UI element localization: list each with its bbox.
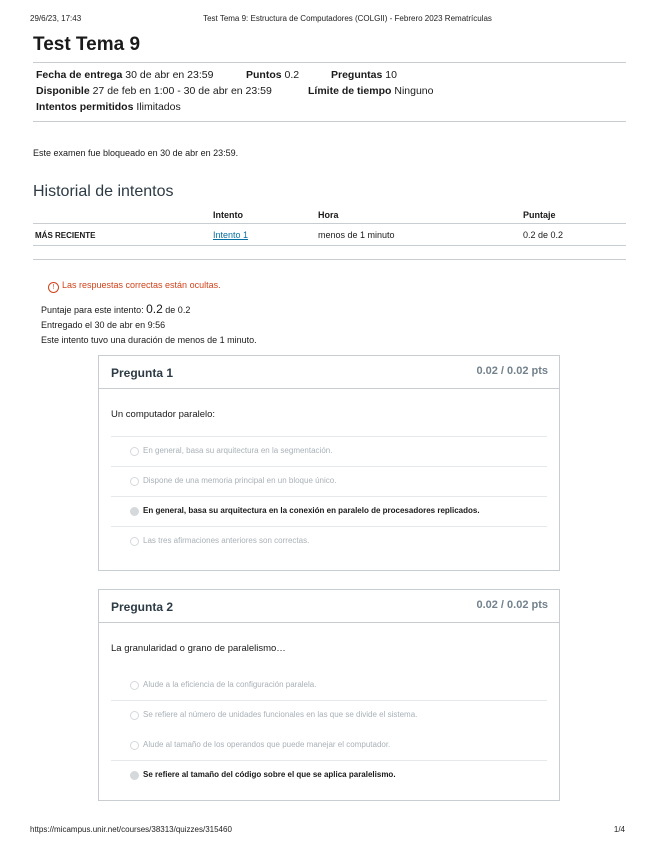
submitted-line: Entregado el 30 de abr en 9:56 [41, 320, 166, 330]
radio-icon [130, 477, 139, 486]
answer-option [111, 730, 547, 760]
attempt-score: 0.2 de 0.2 [523, 224, 626, 246]
column-header [33, 207, 213, 224]
print-footer [30, 825, 625, 834]
radio-selected-icon [130, 771, 139, 780]
table-header-row [33, 207, 626, 224]
answer-text: En general, basa su arquitectura en la conexión en paralelo de procesadores replicados. [143, 506, 480, 515]
radio-icon [130, 741, 139, 750]
divider [33, 259, 626, 260]
radio-icon [130, 711, 139, 720]
radio-icon [130, 537, 139, 546]
quiz-meta-row-2 [36, 83, 433, 99]
question-title: Pregunta 2 [111, 600, 174, 614]
duration-line: Este intento tuvo una duración de menos de 1 minuto. [41, 335, 257, 345]
time-limit-value: Ninguno [394, 85, 434, 97]
answer-text: En general, basa su arquitectura en la segmentación. [143, 446, 333, 455]
attempt-label: MÁS RECIENTE [33, 224, 213, 246]
points-label: Puntos [246, 69, 282, 81]
attempt-link[interactable]: Intento 1 [213, 230, 249, 240]
score-line [41, 302, 257, 318]
answer-option [111, 670, 547, 700]
divider [33, 121, 626, 122]
score-total: de 0.2 [165, 305, 191, 315]
answer-text: Alude al tamaño de los operandos que puede manejar el computador. [143, 740, 391, 749]
questions-value: 10 [385, 69, 397, 81]
attempts-value: Ilimitados [136, 101, 181, 113]
answer-option [111, 436, 547, 466]
attempt-time: menos de 1 minuto [318, 224, 523, 246]
question-points: 0.02 / 0.02 pts [476, 365, 548, 377]
question-header [99, 356, 559, 389]
page-url: https://micampus.unir.net/courses/38313/quizzes/315460 [30, 825, 232, 834]
question-title: Pregunta 1 [111, 366, 174, 380]
attempt-history-table [33, 207, 626, 246]
quiz-meta-row-3 [36, 99, 181, 115]
table-row [33, 224, 626, 246]
column-header: Hora [318, 207, 523, 224]
print-datetime: 29/6/23, 17:43 [30, 14, 82, 23]
available-value: 27 de feb en 1:00 - 30 de abr en 23:59 [92, 85, 272, 97]
answer-option [111, 466, 547, 496]
answer-text: Las tres afirmaciones anteriores son correctas. [143, 536, 310, 545]
score-value: 0.2 [146, 302, 163, 316]
points-value: 0.2 [284, 69, 300, 81]
question-card-1 [98, 355, 560, 571]
print-title: Test Tema 9: Estructura de Computadores (COLGII) - Febrero 2023 Rematrículas [203, 14, 492, 23]
column-header: Puntaje [523, 207, 626, 224]
attempt-summary [41, 302, 257, 348]
radio-icon [130, 681, 139, 690]
question-points: 0.02 / 0.02 pts [476, 599, 548, 611]
divider [33, 62, 626, 63]
question-text: La granularidad o grano de paralelismo… [111, 643, 286, 654]
answer-option [111, 526, 547, 556]
radio-icon [130, 447, 139, 456]
question-text: Un computador paralelo: [111, 409, 216, 420]
available-label: Disponible [36, 85, 90, 97]
answer-text: Se refiere al tamaño del código sobre el que se aplica paralelismo. [143, 770, 396, 779]
answer-option-selected [111, 760, 547, 790]
warning-text: Las respuestas correctas están ocultas. [62, 280, 221, 290]
answer-text: Alude a la eficiencia de la configuración paralela. [143, 680, 317, 689]
answer-option [111, 700, 547, 730]
question-header [99, 590, 559, 623]
answer-option-selected [111, 496, 547, 526]
attempts-label: Intentos permitidos [36, 101, 134, 113]
column-header: Intento [213, 207, 318, 224]
answers-hidden-warning [48, 280, 221, 293]
page-number: 1/4 [613, 825, 625, 834]
time-limit-label: Límite de tiempo [308, 85, 392, 97]
page-title: Test Tema 9 [33, 34, 141, 55]
score-label: Puntaje para este intento: [41, 305, 144, 315]
radio-selected-icon [130, 507, 139, 516]
answer-text: Dispone de una memoria principal en un bloque único. [143, 476, 337, 485]
due-value: 30 de abr en 23:59 [125, 69, 214, 81]
alert-circle-icon: ! [48, 282, 59, 293]
due-label: Fecha de entrega [36, 69, 123, 81]
questions-label: Preguntas [331, 69, 383, 81]
lock-message: Este examen fue bloqueado en 30 de abr en 23:59. [33, 148, 239, 158]
quiz-meta-row-1 [36, 67, 397, 83]
answer-text: Se refiere al número de unidades funcionales en las que se divide el sistema. [143, 710, 418, 719]
history-title: Historial de intentos [33, 183, 174, 200]
question-card-2 [98, 589, 560, 801]
